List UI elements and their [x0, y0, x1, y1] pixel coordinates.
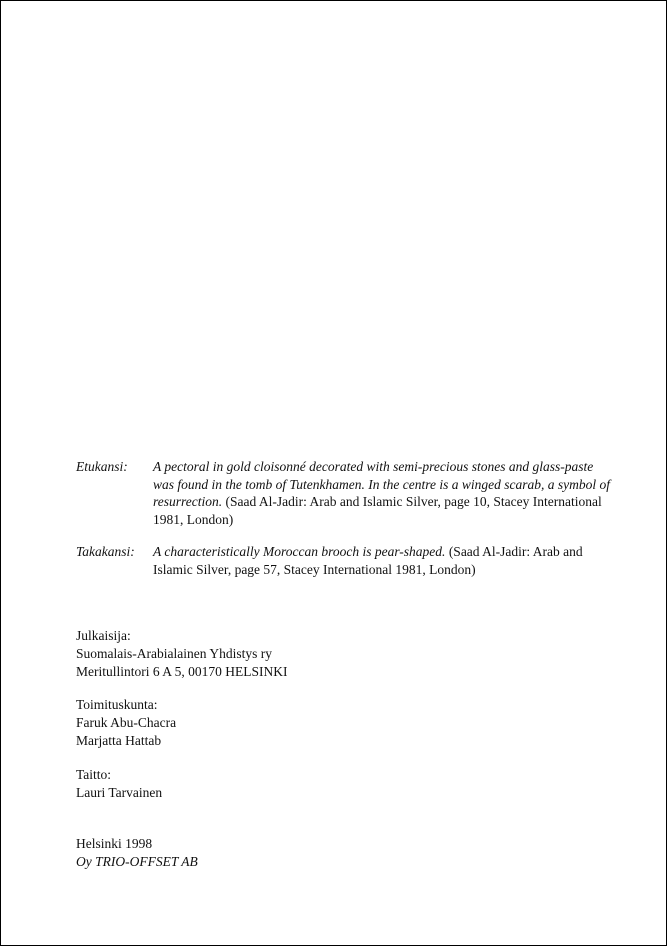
publisher-heading: Julkaisija:	[76, 628, 131, 643]
publisher-address: Meritullintori 6 A 5, 00170 HELSINKI	[76, 664, 288, 679]
back-cover-description: A characteristically Moroccan brooch is pear-shaped.	[153, 544, 446, 559]
editorial-member: Marjatta Hattab	[76, 733, 162, 748]
layout-credit-name: Lauri Tarvainen	[76, 785, 163, 800]
publisher-block	[76, 627, 288, 681]
imprint-block	[76, 835, 198, 871]
editorial-member: Faruk Abu-Chacra	[76, 715, 177, 730]
front-cover-source: (Saad Al-Jadir: Arab and Islamic Silver, page 10, Stacey International 1981, London)	[153, 494, 602, 527]
back-cover-text	[153, 543, 616, 578]
layout-credit-block	[76, 766, 162, 802]
editorial-block	[76, 696, 176, 750]
back-cover-source: (Saad Al-Jadir: Arab and Islamic Silver, page 57, Stacey International 1981, London)	[153, 544, 583, 577]
back-cover-credit	[76, 543, 616, 578]
layout-credit-heading: Taitto:	[76, 767, 112, 782]
front-cover-text	[153, 458, 616, 528]
front-cover-description: A pectoral in gold cloisonné decorated with semi-precious stones and glass-paste was found in the tomb of Tutenkhamen. In the centre is a winged scarab, a symbol of resurrection.	[153, 459, 610, 509]
front-cover-label: Etukansi:	[76, 459, 128, 474]
publisher-name: Suomalais-Arabialainen Yhdistys ry	[76, 646, 272, 661]
back-cover-label: Takakansi:	[76, 544, 135, 559]
imprint-printer: Oy TRIO-OFFSET AB	[76, 854, 198, 869]
front-cover-credit	[76, 458, 616, 528]
imprint-place-year: Helsinki 1998	[76, 836, 153, 851]
editorial-heading: Toimituskunta:	[76, 697, 158, 712]
